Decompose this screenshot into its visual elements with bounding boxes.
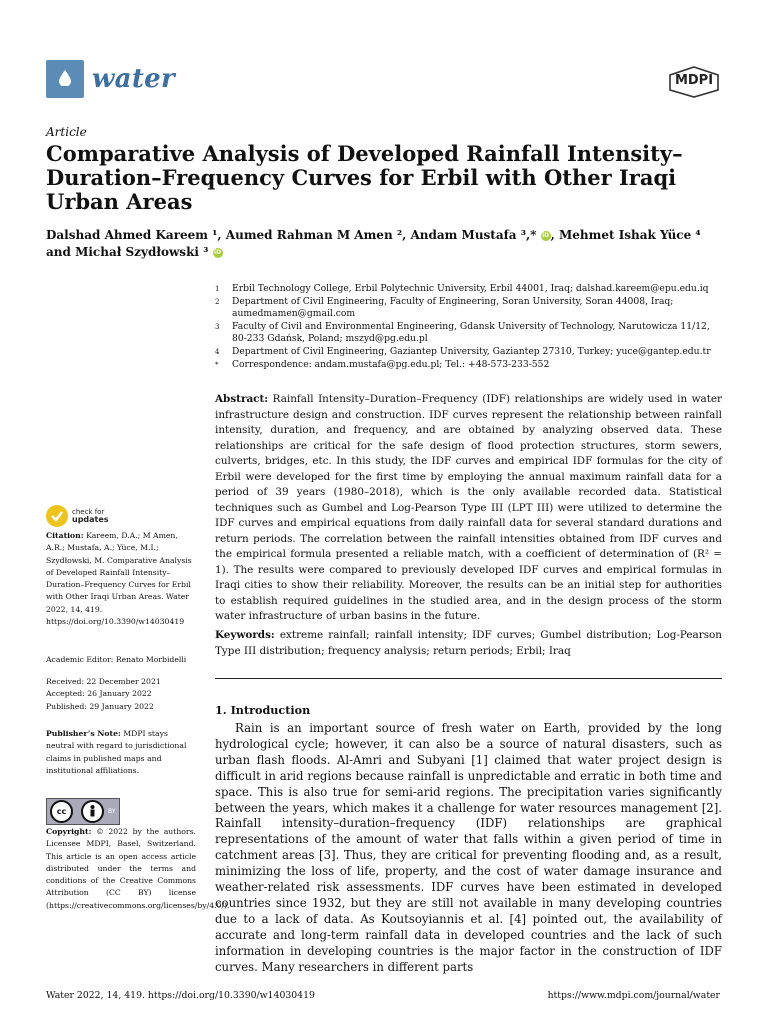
mdpi-logo[interactable] bbox=[668, 66, 720, 98]
check-for-updates-badge[interactable] bbox=[46, 505, 109, 527]
keywords bbox=[215, 628, 722, 659]
author-list bbox=[46, 227, 736, 261]
publishers-note-label: Publisher’s Note: bbox=[46, 729, 121, 738]
check-updates-line2: updates bbox=[72, 515, 109, 524]
article-dates bbox=[46, 676, 196, 713]
water-drop-icon bbox=[46, 60, 84, 98]
affiliation-item: 1 Erbil Technology College, Erbil Polytechnic University, Erbil 44001, Iraq; dalshad.kareem@epu.edu.iq bbox=[215, 283, 709, 294]
page-title: Comparative Analysis of Developed Rainfall Intensity–Duration–Frequency Curves for Erbil with Other Iraqi Urban Areas bbox=[46, 141, 683, 214]
citation bbox=[46, 530, 196, 628]
keywords-label: Keywords: bbox=[215, 629, 275, 641]
publisher-name: MDPI bbox=[674, 73, 714, 88]
affiliation-item: 2 Department of Civil Engineering, Faculty of Engineering, Soran University, Soran 44008, Iraq; aumedmamen@gmail.com bbox=[215, 295, 674, 320]
section-heading: 1. Introduction bbox=[215, 703, 311, 717]
received-date: Received: 22 December 2021 bbox=[46, 677, 161, 686]
abstract bbox=[215, 392, 722, 625]
check-updates-icon bbox=[46, 505, 68, 527]
journal-name: water bbox=[92, 64, 175, 94]
intro-paragraph: Rain is an important source of fresh water on Earth, provided by the long hydrological cycle; however, it can also be a source of natural disasters, such as urban flash floods. Al-Amri and Subyani [1] claimed that water project design is difficult in arid regions because rainfall is unpredictable and erratic in both time and space. This is also true for semi-arid regions. The precipitation varies significantly between the years, which makes it a challenge for water resources management [2]. Rainfall intensity–duration–frequency (IDF) relationships are graphical representations of the amount of water that falls within a given period of time in catchment areas [3]. Thus, they are critical for preventing flooding and, as a result, minimizing the loss of life, property, and the cost of water damage insurance and weather-related risk assessments. IDF curves have been estimated in developed countries since 1932, but they are still not available in many developing countries due to a lack of data. As Koutsoyiannis et al. [4] pointed out, the availability of accurate and long-term rainfall data in developed countries and the lack of such information in developing countries is the major factor in the construction of IDF curves. Many researchers in different parts bbox=[215, 721, 722, 974]
citation-label: Citation: bbox=[46, 531, 84, 540]
citation-text: Kareem, D.A.; M Amen, A.R.; Mustafa, A.; Yüce, M.I.; Szydłowski, M. Comparative Analysis of Developed Rainfall Intensity–Duration–Frequency Curves for Erbil with Other Iraqi Urban Areas. Water 2022, 14, 419. https://doi.org/10.3390/w14030419 bbox=[46, 531, 192, 627]
publishers-note-text: MDPI stays neutral with regard to jurisdictional claims in published maps and institutional affiliations. bbox=[46, 729, 187, 775]
abstract-text: Rainfall Intensity–Duration–Frequency (IDF) relationships are widely used in water infrastructure design and construction. IDF curves represent the relationship between rainfall intensity, duration, and frequency, and are obtained by analyzing observed data. These relationships are critical for the safe design of flood protection structures, storm sewers, culverts, bridges, etc. In this study, the IDF curves and empirical IDF formulas for the city of Erbil were developed for the first time by employing the annual maximum rainfall data for a period of 39 years (1980–2018), which is the only available recorded data. Statistical techniques such as Gumbel and Log-Pearson Type III (LPT III) were utilized to determine the IDF curves and empirical equations from daily rainfall data for several standard durations and return periods. The correlation between the rainfall intensities obtained from IDF curves and the empirical formula presented a reliable match, with a coefficient of determination of (R² = 1). The results were compared to previously developed IDF curves and empirical formulas in Iraqi cities to show their reliability. Moreover, the results can be an initial step for authorities to establish required guidelines in the studied area, and in the design process of the storm water infrastructure of urban basins in the future. bbox=[215, 393, 722, 622]
affiliation-item: 4 Department of Civil Engineering, Gaziantep University, Gaziantep 27310, Turkey; yuce@gantep.edu.tr bbox=[215, 345, 711, 357]
affiliation-item: * Correspondence: andam.mustafa@pg.edu.pl; Tel.: +48-573-233-552 bbox=[215, 358, 550, 370]
academic-editor: Academic Editor: Renato Morbidelli bbox=[46, 655, 187, 664]
accepted-date: Accepted: 26 January 2022 bbox=[46, 689, 152, 699]
published-date: Published: 29 January 2022 bbox=[46, 701, 154, 711]
check-updates-line1: check for bbox=[72, 508, 105, 516]
authors-line1: Dalshad Ahmed Kareem ¹, Aumed Rahman M Amen ², Andam Mustafa ³,* bbox=[46, 228, 537, 242]
authors-line1b: , Mehmet Ishak Yüce ⁴ bbox=[550, 228, 701, 242]
footer-citation[interactable]: Water 2022, 14, 419. https://doi.org/10.3390/w14030419 bbox=[46, 990, 315, 1001]
keywords-text: extreme rainfall; rainfall intensity; IDF curves; Gumbel distribution; Log-Pearson Type III distribution; frequency analysis; return periods; Erbil; Iraq bbox=[215, 629, 722, 657]
attribution-icon bbox=[81, 800, 104, 823]
divider bbox=[215, 678, 722, 679]
footer-journal-url[interactable]: https://www.mdpi.com/journal/water bbox=[547, 990, 720, 1001]
copyright bbox=[46, 826, 230, 912]
orcid-icon[interactable]: iD bbox=[214, 248, 222, 256]
affiliations bbox=[215, 283, 725, 371]
orcid-icon[interactable]: iD bbox=[542, 231, 550, 239]
cc-by-license-badge[interactable] bbox=[46, 798, 120, 825]
cc-by-label: BY bbox=[108, 808, 116, 815]
journal-logo[interactable] bbox=[46, 60, 175, 98]
copyright-label: Copyright: bbox=[46, 827, 92, 836]
authors-line2: and Michał Szydłowski ³ bbox=[46, 245, 209, 259]
affiliation-item: 3 Faculty of Civil and Environmental Engineering, Gdansk University of Technology, Narutowicza 11/12, 80-233 Gdańsk, Poland; mszyd@pg.edu.pl bbox=[215, 320, 710, 345]
copyright-text: © 2022 by the authors. Licensee MDPI, Basel, Switzerland. This article is an open access article distributed under the terms and conditions of the Creative Commons Attribution (CC BY) license (https://creativecommons.org/licenses/by/4.0/). bbox=[46, 827, 230, 910]
abstract-label: Abstract: bbox=[215, 393, 269, 405]
article-type: Article bbox=[46, 125, 87, 139]
cc-icon: cc bbox=[50, 800, 73, 823]
publishers-note bbox=[46, 728, 196, 777]
